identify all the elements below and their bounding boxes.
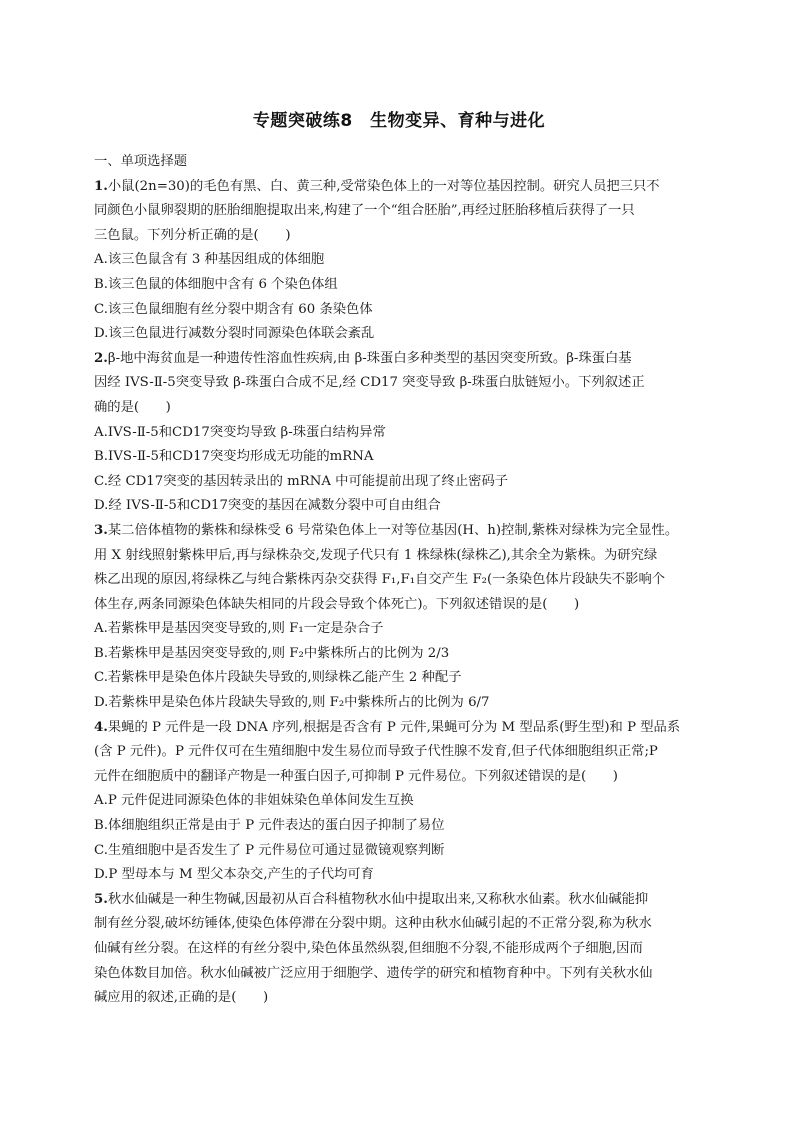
question-text: 染色体数目加倍。秋水仙碱被广泛应用于细胞学、遗传学的研究和植物育种中。下列有关秋水仙 bbox=[94, 965, 653, 981]
answer-option: C.经 CD17突变的基因转录出的 mRNA 中可能提前出现了终止密码子 bbox=[94, 473, 509, 489]
question-4 bbox=[94, 716, 704, 888]
answer-option: B.IVS-Ⅱ-5和CD17突变均形成无功能的mRNA bbox=[94, 449, 374, 465]
question-text-line bbox=[94, 962, 704, 987]
question-text: 同颜色小鼠卵裂期的胚胎细胞提取出来,构建了一个“组合胚胎”,再经过胚胎移植后获得了一只 bbox=[94, 203, 635, 219]
question-text: 体生存,两条同源染色体缺失相同的片段会导致个体死亡)。下列叙述错误的是( ) bbox=[94, 596, 580, 612]
question-text-line bbox=[94, 716, 704, 741]
answer-option: C.若紫株甲是染色体片段缺失导致的,则绿株乙能产生 2 种配子 bbox=[94, 670, 462, 686]
question-text-line bbox=[94, 986, 704, 1011]
question-text: 因经 IVS-Ⅱ-5突变导致 β-珠蛋白合成不足,经 CD17 突变导致 β-珠蛋白肽链短小。下列叙述正 bbox=[94, 375, 645, 391]
question-text-line bbox=[94, 593, 704, 618]
question-1 bbox=[94, 175, 704, 347]
question-text: 用 X 射线照射紫株甲后,再与绿株杂交,发现子代只有 1 株绿株(绿株乙),其余全为紫株。为研究绿 bbox=[94, 547, 658, 563]
question-5 bbox=[94, 888, 704, 1011]
section-heading: 一、单项选择题 bbox=[94, 154, 188, 169]
question-text: 确的是( ) bbox=[94, 399, 171, 415]
question-number: 2. bbox=[94, 350, 108, 366]
question-text-line bbox=[94, 912, 704, 937]
answer-option: A.若紫株甲是基因突变导致的,则 F₁一定是杂合子 bbox=[94, 621, 384, 637]
question-text: 某二倍体植物的紫株和绿株受 6 号常染色体上一对等位基因(H、h)控制,紫株对绿株为完全显性。 bbox=[107, 522, 679, 538]
question-text-line bbox=[94, 544, 704, 569]
question-text: 元件在细胞质中的翻译产物是一种蛋白因子,可抑制 P 元件易位。下列叙述错误的是( ) bbox=[94, 768, 618, 784]
answer-option: A.该三色鼠含有 3 种基因组成的体细胞 bbox=[94, 252, 325, 268]
answer-option: B.若紫株甲是基因突变导致的,则 F₂中紫株所占的比例为 2/3 bbox=[94, 645, 450, 661]
question-number: 5. bbox=[94, 891, 108, 907]
answer-option: B.该三色鼠的体细胞中含有 6 个染色体组 bbox=[94, 276, 338, 292]
question-text-line bbox=[94, 175, 704, 200]
question-text: 株乙出现的原因,将绿株乙与纯合紫株丙杂交获得 F₁,F₁自交产生 F₂(一条染色体片段缺失不影响个 bbox=[94, 572, 666, 588]
answer-option: C.该三色鼠细胞有丝分裂中期含有 60 条染色体 bbox=[94, 301, 373, 317]
answer-option: D.若紫株甲是染色体片段缺失导致的,则 F₂中紫株所占的比例为 6/7 bbox=[94, 695, 490, 711]
answer-option: B.体细胞组织正常是由于 P 元件表达的蛋白因子抑制了易位 bbox=[94, 818, 445, 834]
question-text-line bbox=[94, 199, 704, 224]
question-text: 制有丝分裂,破坏纺锤体,使染色体停滞在分裂中期。这种由秋水仙碱引起的不正常分裂,称为秋水 bbox=[94, 916, 652, 932]
answer-option: A.P 元件促进同源染色体的非姐妹染色单体间发生互换 bbox=[94, 793, 414, 809]
question-text: 碱应用的叙述,正确的是( ) bbox=[94, 990, 269, 1006]
answer-option: C.生殖细胞中是否发生了 P 元件易位可通过显微镜观察判断 bbox=[94, 842, 445, 858]
question-2 bbox=[94, 347, 704, 519]
answer-option: D.该三色鼠进行减数分裂时同源染色体联会紊乱 bbox=[94, 326, 375, 342]
question-text-line bbox=[94, 765, 704, 790]
question-number: 4. bbox=[94, 719, 108, 735]
question-number: 3. bbox=[94, 522, 108, 538]
answer-option: D.P 型母本与 M 型父本杂交,产生的子代均可育 bbox=[94, 867, 374, 883]
answer-option: A.IVS-Ⅱ-5和CD17突变均导致 β-珠蛋白结构异常 bbox=[94, 424, 386, 440]
question-text: 果蝇的 P 元件是一段 DNA 序列,根据是否含有 P 元件,果蝇可分为 M 型品系(野生型)和 P 型品系 bbox=[107, 719, 681, 735]
question-text-line bbox=[94, 396, 704, 421]
question-text: 三色鼠。下列分析正确的是( ) bbox=[94, 227, 291, 243]
question-text: 秋水仙碱是一种生物碱,因最初从百合科植物秋水仙中提取出来,又称秋水仙素。秋水仙碱能抑 bbox=[107, 891, 649, 907]
question-text: 小鼠(2n=30)的毛色有黑、白、黄三种,受常染色体上的一对等位基因控制。研究人员把三只不 bbox=[107, 178, 660, 194]
question-text-line bbox=[94, 888, 704, 913]
question-number: 1. bbox=[94, 178, 108, 194]
question-text-line bbox=[94, 740, 704, 765]
question-3 bbox=[94, 519, 704, 716]
question-list bbox=[94, 175, 704, 1011]
question-text-line bbox=[94, 937, 704, 962]
question-text-line bbox=[94, 224, 704, 249]
question-text: (含 P 元件)。P 元件仅可在生殖细胞中发生易位而导致子代性腺不发育,但子代体细胞组织正常;P bbox=[94, 744, 658, 760]
page-title: 专题突破练8 生物变异、育种与进化 bbox=[252, 111, 546, 131]
question-text-line bbox=[94, 371, 704, 396]
question-text-line bbox=[94, 519, 704, 544]
question-text-line bbox=[94, 568, 704, 593]
question-text: 仙碱有丝分裂。在这样的有丝分裂中,染色体虽然纵裂,但细胞不分裂,不能形成两个子细胞,因而 bbox=[94, 941, 643, 956]
question-text: β-地中海贫血是一种遗传性溶血性疾病,由 β-珠蛋白多种类型的基因突变所致。β-珠蛋白基 bbox=[107, 350, 632, 366]
answer-option: D.经 IVS-Ⅱ-5和CD17突变的基因在减数分裂中可自由组合 bbox=[94, 498, 441, 514]
question-text-line bbox=[94, 347, 704, 372]
